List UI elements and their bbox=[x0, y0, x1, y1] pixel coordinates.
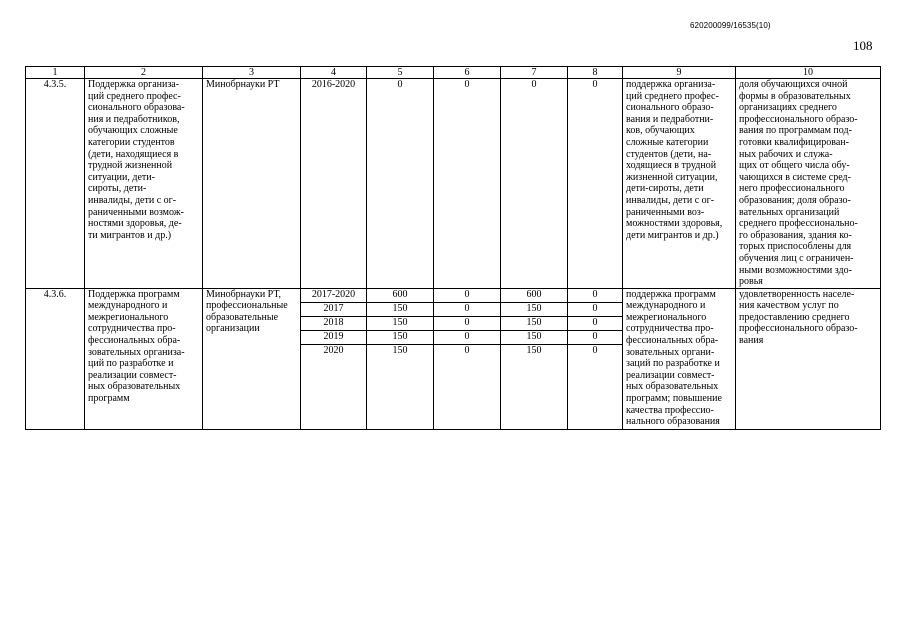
measure-name-line: Поддержка организа- bbox=[88, 79, 180, 90]
expected-result-line: нального образования bbox=[626, 416, 720, 428]
header-cell: 2 bbox=[85, 67, 203, 79]
measure-name-line: программ bbox=[88, 393, 130, 405]
period-cell: 2018 bbox=[301, 316, 367, 330]
measure-name-line: ных образовательных bbox=[88, 381, 181, 393]
measure-name-line: реализации совмест- bbox=[88, 369, 177, 381]
expected-result-line: ций среднего профес- bbox=[626, 90, 719, 102]
expected-result-line: жизненной ситуации, bbox=[626, 171, 718, 183]
target-indicator-line: доля обучающихся очной bbox=[739, 79, 848, 90]
funding-cell: 0 bbox=[568, 288, 623, 302]
expected-result-line: студентов (дети, на- bbox=[626, 148, 712, 160]
funding-cell: 0 bbox=[434, 79, 501, 289]
period-cell: 2017-2020 bbox=[301, 288, 367, 302]
target-indicator-line: чающихся в системе сред- bbox=[739, 171, 851, 183]
expected-result-line: программ; повышение bbox=[626, 393, 722, 405]
measure-executor-line: Минобрнауки РТ bbox=[206, 79, 280, 90]
expected-result-line: поддержка организа- bbox=[626, 79, 716, 90]
measure-executor bbox=[203, 288, 301, 429]
funding-cell: 0 bbox=[434, 344, 501, 429]
measure-name-line: сионального образова- bbox=[88, 102, 185, 114]
expected-result-line: дети-сироты, дети bbox=[626, 183, 704, 195]
measure-executor-line: профессиональные bbox=[206, 300, 288, 312]
expected-result bbox=[623, 288, 736, 429]
expected-result-line: зовательных органи- bbox=[626, 346, 715, 358]
funding-cell: 600 bbox=[501, 288, 568, 302]
header-cell: 5 bbox=[367, 67, 434, 79]
header-cell: 6 bbox=[434, 67, 501, 79]
measure-name-line: сотрудничества про- bbox=[88, 323, 176, 335]
target-indicator-line: обучения лиц с ограничен- bbox=[739, 252, 854, 264]
expected-result-line: сотрудничества про- bbox=[626, 323, 714, 335]
target-indicator-line: профессионального образо- bbox=[739, 323, 858, 335]
header-cell: 8 bbox=[568, 67, 623, 79]
measure-name-line: зовательных организа- bbox=[88, 346, 185, 358]
expected-result-line: раниченными воз- bbox=[626, 206, 705, 218]
funding-cell: 0 bbox=[568, 344, 623, 429]
target-indicator-line: профессионального образо- bbox=[739, 113, 858, 125]
funding-cell: 600 bbox=[367, 288, 434, 302]
header-cell: 7 bbox=[501, 67, 568, 79]
expected-result bbox=[623, 79, 736, 289]
expected-result-line: качества профессио- bbox=[626, 404, 714, 416]
expected-result-line: поддержка программ bbox=[626, 288, 716, 300]
target-indicator-line: удовлетворенность населе- bbox=[739, 288, 855, 300]
expected-result-line: фессиональных обра- bbox=[626, 335, 719, 347]
funding-cell: 150 bbox=[501, 344, 568, 429]
funding-cell: 150 bbox=[501, 316, 568, 330]
expected-result-line: сионального образо- bbox=[626, 102, 714, 114]
measures-table bbox=[25, 66, 881, 430]
measure-name-line: (дети, находящиеся в bbox=[88, 148, 179, 160]
funding-cell: 0 bbox=[568, 302, 623, 316]
funding-cell: 0 bbox=[367, 79, 434, 289]
period-cell: 2020 bbox=[301, 344, 367, 429]
funding-cell: 0 bbox=[568, 330, 623, 344]
measure-name-line: сироты, дети- bbox=[88, 183, 147, 195]
target-indicator-line: образования; доля образо- bbox=[739, 194, 851, 206]
target-indicator bbox=[736, 288, 881, 429]
expected-result-line: ходящиеся в трудной bbox=[626, 160, 717, 172]
measure-name-line: раниченными возмож- bbox=[88, 206, 184, 218]
target-indicator-line: го образования, здания ко- bbox=[739, 229, 852, 241]
header-cell: 9 bbox=[623, 67, 736, 79]
measure-name-line: фессиональных обра- bbox=[88, 335, 181, 347]
funding-cell: 150 bbox=[367, 344, 434, 429]
header-cell: 10 bbox=[736, 67, 881, 79]
measure-name-line: ций по разработке и bbox=[88, 358, 174, 370]
target-indicator-line: ными возможностями здо- bbox=[739, 264, 852, 276]
target-indicator-line: вания bbox=[739, 335, 764, 347]
target-indicator-line: него профессионального bbox=[739, 183, 845, 195]
measure-name-line: ти мигрантов и др.) bbox=[88, 229, 172, 241]
measure-name-line: категории студентов bbox=[88, 136, 175, 148]
measure-name-line: ния и педработников, bbox=[88, 113, 180, 125]
expected-result-line: заций по разработке и bbox=[626, 358, 720, 370]
funding-cell: 0 bbox=[568, 79, 623, 289]
funding-cell: 0 bbox=[434, 330, 501, 344]
expected-result-line: ков, обучающих bbox=[626, 125, 695, 137]
measure-number: 4.3.6. bbox=[26, 288, 85, 429]
funding-cell: 150 bbox=[367, 316, 434, 330]
measure-executor-line: Минобрнауки РТ, bbox=[206, 288, 281, 300]
measure-name-line: ностями здоровья, де- bbox=[88, 218, 182, 230]
target-indicator-line: ния качеством услуг по bbox=[739, 300, 839, 312]
page-number: 108 bbox=[853, 38, 873, 53]
expected-result-line: международного и bbox=[626, 300, 706, 312]
measure-number: 4.3.5. bbox=[26, 79, 85, 289]
funding-cell: 150 bbox=[367, 302, 434, 316]
target-indicator-line: организациях среднего bbox=[739, 102, 837, 114]
measure-name bbox=[85, 79, 203, 289]
table-row bbox=[26, 288, 881, 302]
measure-name-line: ситуации, дети- bbox=[88, 171, 155, 183]
target-indicator-line: ных рабочих и служа- bbox=[739, 148, 833, 160]
measure-name-line: ций среднего профес- bbox=[88, 90, 181, 102]
period-cell: 2019 bbox=[301, 330, 367, 344]
funding-cell: 0 bbox=[501, 79, 568, 289]
period-cell: 2016-2020 bbox=[301, 79, 367, 289]
measure-name-line: трудной жизненной bbox=[88, 160, 173, 172]
expected-result-line: сложные категории bbox=[626, 136, 709, 148]
target-indicator-line: ровья bbox=[739, 276, 763, 288]
funding-cell: 150 bbox=[501, 330, 568, 344]
header-cell: 3 bbox=[203, 67, 301, 79]
target-indicator-line: формы в образовательных bbox=[739, 90, 851, 102]
measure-name-line: международного и bbox=[88, 300, 168, 312]
target-indicator-line: среднего профессионально- bbox=[739, 218, 858, 230]
expected-result-line: ных образовательных bbox=[626, 381, 719, 393]
measure-executor-line: организации bbox=[206, 323, 260, 335]
expected-result-line: инвалиды, дети с ог- bbox=[626, 194, 715, 206]
measure-name-line: обучающих сложные bbox=[88, 125, 178, 137]
target-indicator bbox=[736, 79, 881, 289]
target-indicator-line: щих от общего числа обу- bbox=[739, 160, 850, 172]
table-row bbox=[26, 79, 881, 289]
funding-cell: 0 bbox=[568, 316, 623, 330]
measure-name-line: Поддержка программ bbox=[88, 288, 180, 300]
document-id: 620200099/16535(10) bbox=[690, 21, 771, 30]
measure-executor-line: образовательные bbox=[206, 311, 279, 323]
target-indicator-line: предоставлению среднего bbox=[739, 311, 850, 323]
target-indicator-line: вательных организаций bbox=[739, 206, 840, 218]
funding-cell: 0 bbox=[434, 316, 501, 330]
header-cell: 1 bbox=[26, 67, 85, 79]
funding-cell: 150 bbox=[367, 330, 434, 344]
funding-cell: 0 bbox=[434, 288, 501, 302]
expected-result-line: можностями здоровья, bbox=[626, 218, 723, 230]
period-cell: 2017 bbox=[301, 302, 367, 316]
target-indicator-line: готовки квалифицирован- bbox=[739, 136, 849, 148]
measure-executor bbox=[203, 79, 301, 289]
expected-result-line: реализации совмест- bbox=[626, 369, 715, 381]
expected-result-line: дети мигрантов и др.) bbox=[626, 229, 719, 241]
measure-name bbox=[85, 288, 203, 429]
header-cell: 4 bbox=[301, 67, 367, 79]
funding-cell: 0 bbox=[434, 302, 501, 316]
expected-result-line: вания и педработни- bbox=[626, 113, 714, 125]
target-indicator-line: вания по программам под- bbox=[739, 125, 852, 137]
funding-cell: 150 bbox=[501, 302, 568, 316]
measure-name-line: межрегионального bbox=[88, 311, 169, 323]
expected-result-line: межрегионального bbox=[626, 311, 707, 323]
target-indicator-line: торых приспособлены для bbox=[739, 241, 852, 253]
measure-name-line: инвалиды, дети с ог- bbox=[88, 194, 177, 206]
header-row bbox=[26, 67, 881, 79]
